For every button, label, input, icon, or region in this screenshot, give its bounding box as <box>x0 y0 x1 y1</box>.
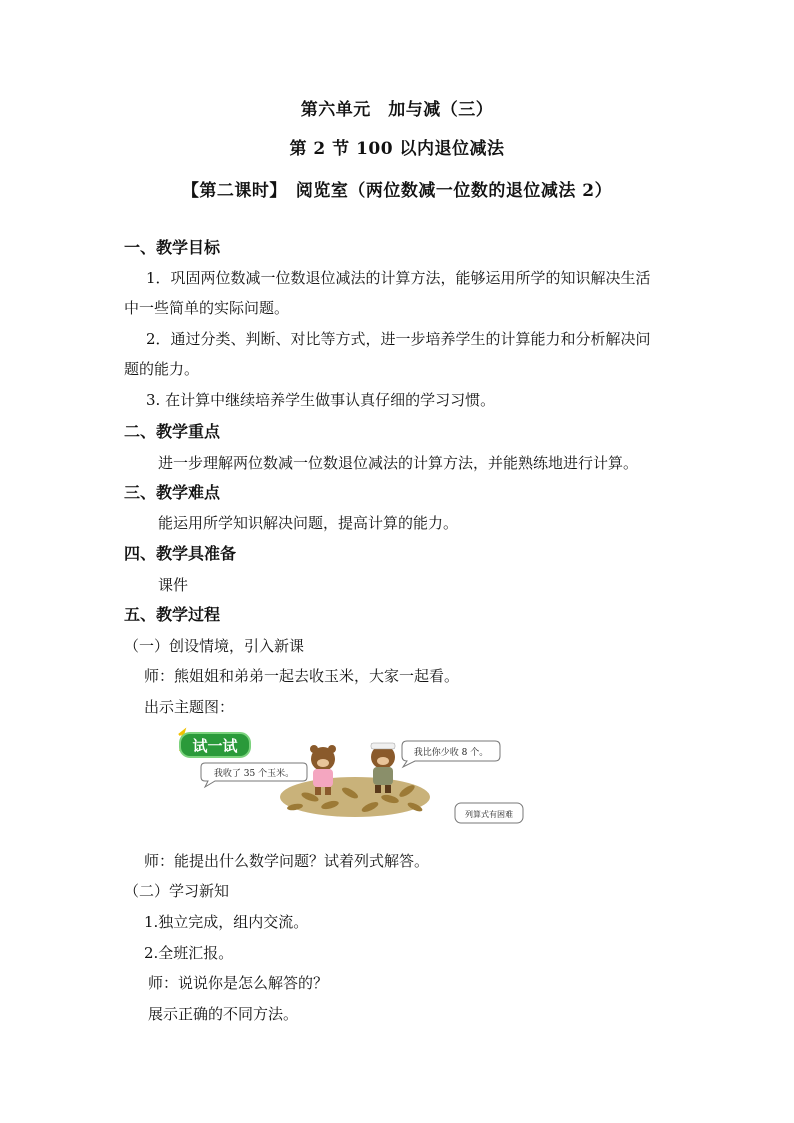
step-2-show: 展示正确的不同方法。 <box>148 1005 299 1023</box>
goal-1-line-a: 1．巩固两位数减一位数退位减法的计算方法，能够运用所学的知识解决生活 <box>146 269 651 287</box>
key-heading: 二、教学重点 <box>124 422 221 441</box>
bubble-right-text: 我比你少收 8 个。 <box>413 748 489 758</box>
step-1-show: 出示主题图： <box>144 698 235 716</box>
step-1-teacher: 师：熊姐姐和弟弟一起去收玉米，大家一起看。 <box>144 667 460 685</box>
badge-label: 试一试 <box>192 737 238 755</box>
theme-illustration <box>175 727 525 827</box>
step-2-item-1: 1.独立完成，组内交流。 <box>144 913 309 931</box>
step-2-heading: （二）学习新知 <box>124 882 230 900</box>
hint-note-text: 列算式有困难 <box>465 810 513 819</box>
try-it-badge <box>179 731 250 757</box>
section-title: 第 2 节 100 以内退位减法 <box>289 139 505 159</box>
prep-heading: 四、教学具准备 <box>124 544 237 563</box>
step-1-question: 师：能提出什么数学问题？试着列式解答。 <box>144 852 430 870</box>
difficulty-heading: 三、教学难点 <box>124 483 221 502</box>
step-2-item-2: 2.全班汇报。 <box>144 944 234 962</box>
bubble-left-text: 我收了 35 个玉米。 <box>213 769 295 779</box>
step-1-heading: （一）创设情境，引入新课 <box>124 637 305 655</box>
goals-heading: 一、教学目标 <box>124 238 221 257</box>
goal-3: 3. 在计算中继续培养学生做事认真仔细的学习习惯。 <box>146 391 496 409</box>
key-text: 进一步理解两位数减一位数退位减法的计算方法，并能熟练地进行计算。 <box>158 454 639 472</box>
unit-title: 第六单元 加与减（三） <box>300 100 494 120</box>
prep-text: 课件 <box>158 576 189 594</box>
process-heading: 五、教学过程 <box>124 605 221 624</box>
speech-bubble-left <box>201 763 307 787</box>
speech-bubble-right <box>402 741 500 767</box>
difficulty-text: 能运用所学知识解决问题，提高计算的能力。 <box>158 514 459 532</box>
step-2-teacher: 师：说说你是怎么解答的？ <box>148 974 329 992</box>
goal-2-line-a: 2．通过分类、判断、对比等方式，进一步培养学生的计算能力和分析解决问 <box>146 330 651 348</box>
goal-2-line-b: 题的能力。 <box>124 360 200 378</box>
hint-note <box>455 803 523 823</box>
lesson-title: 【第二课时】 阅览室（两位数减一位数的退位减法 2） <box>181 181 613 201</box>
goal-1-line-b: 中一些简单的实际问题。 <box>124 299 290 317</box>
